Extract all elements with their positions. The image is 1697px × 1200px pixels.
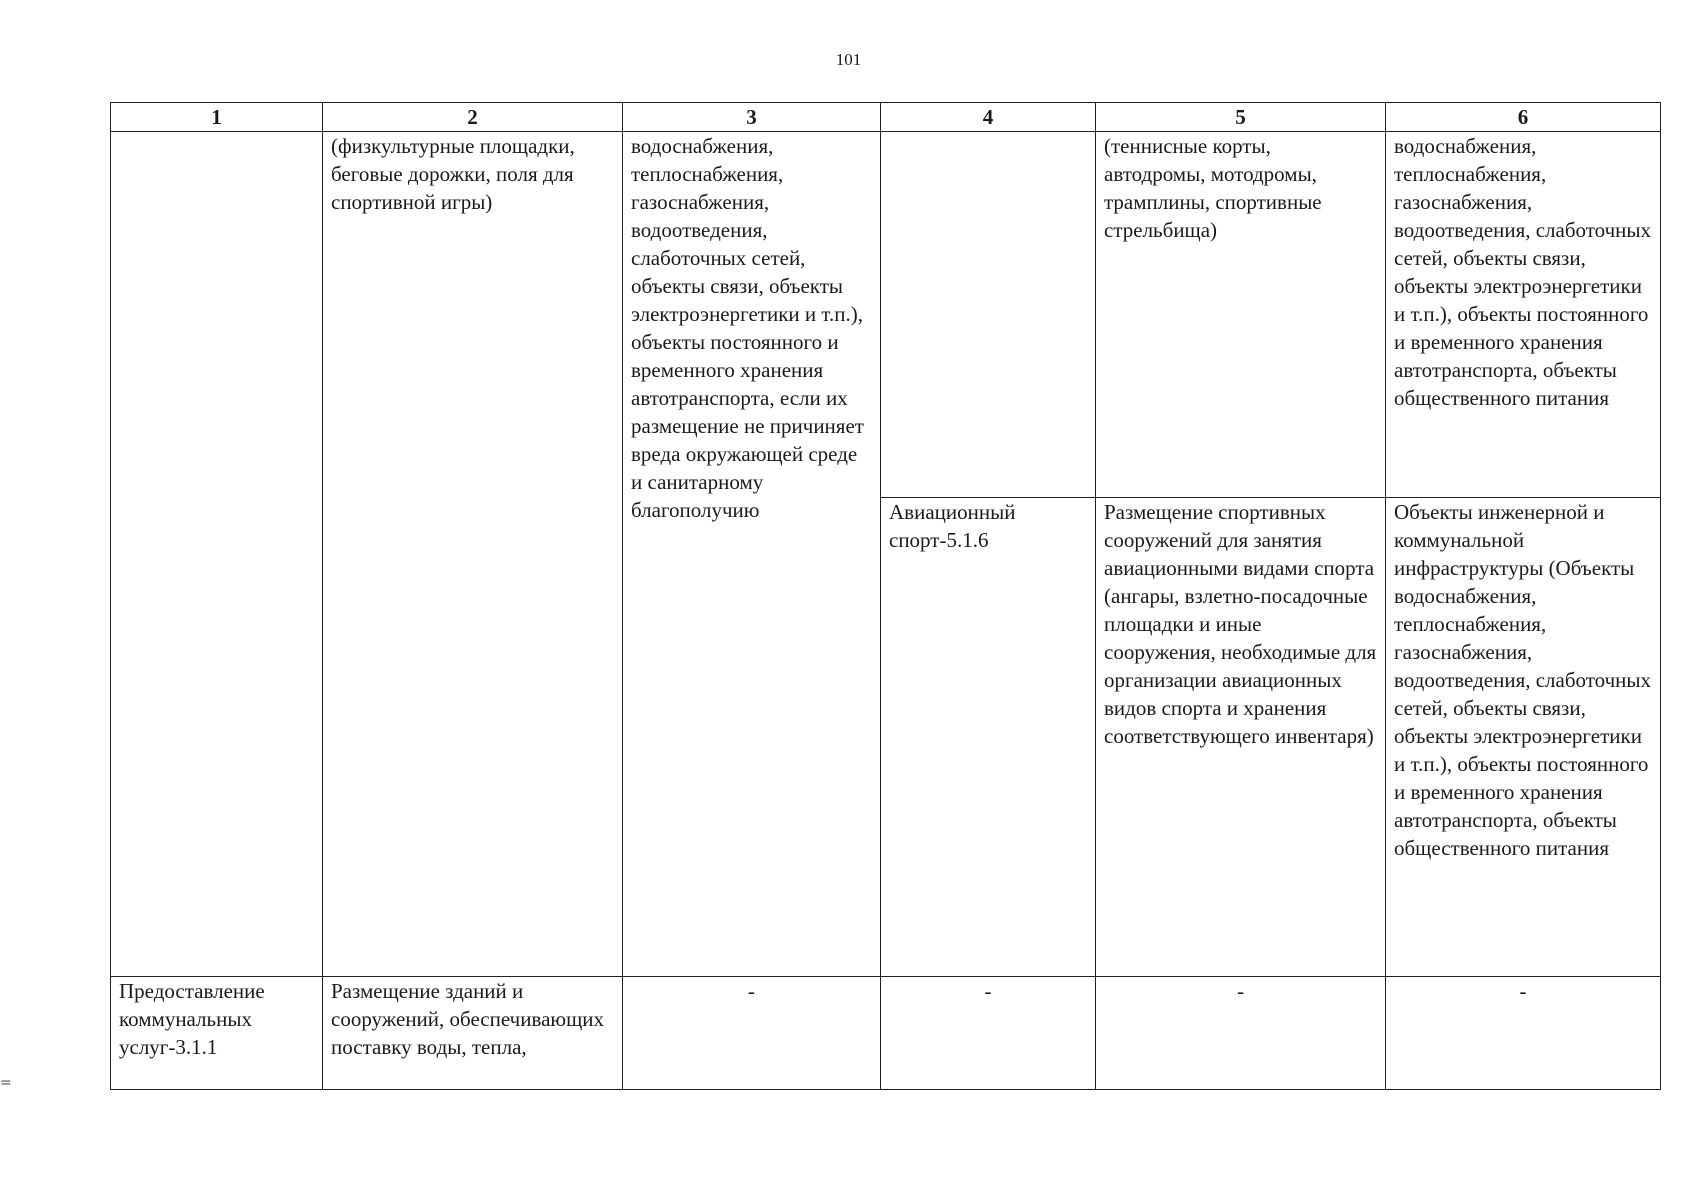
cell-r3-c6: - [1386, 977, 1661, 1090]
cell-r1-c6: водоснабжения, теплоснабжения, газоснабжения, водоотведения, слаботочных сетей, объекты связи, объекты электроэнергетики и т.п.), объекты постоянного и временного хранения автотранспорта, объекты общественного питания [1386, 132, 1661, 498]
column-header-3: 3 [623, 103, 881, 132]
cell-r3-c3: - [623, 977, 881, 1090]
edge-mark: = [0, 1075, 12, 1091]
cell-r1-c4 [881, 132, 1096, 498]
cell-r2-c6: Объекты инженерной и коммунальной инфраструктуры (Объекты водоснабжения, теплоснабжения, газоснабжения, водоотведения, слаботочных сетей, объекты связи, объекты электроэнергетики и т.п.), объекты постоянного и временного хранения автотранспорта, объекты общественного питания [1386, 498, 1661, 977]
table-header-row [111, 103, 1661, 132]
cell-r1-c5: (теннисные корты, автодромы, мотодромы, трамплины, спортивные стрельбища) [1096, 132, 1386, 498]
column-header-2: 2 [323, 103, 623, 132]
table-row [111, 132, 1661, 498]
cell-r1-c3: водоснабжения, теплоснабжения, газоснабжения, водоотведения, слаботочных сетей, объекты связи, объекты электроэнергетики и т.п.), объекты постоянного и временного хранения автотранспорта, если их размещение не причиняет вреда окружающей среде и санитарному благополучию [623, 132, 881, 977]
cell-r3-c4: - [881, 977, 1096, 1090]
zoning-table [110, 102, 1661, 1090]
column-header-5: 5 [1096, 103, 1386, 132]
cell-r2-c4: Авиационный спорт-5.1.6 [881, 498, 1096, 977]
table-row [111, 977, 1661, 1090]
column-header-1: 1 [111, 103, 323, 132]
page-number: 101 [835, 50, 862, 69]
cell-r3-c1: Предоставление коммунальных услуг-3.1.1 [111, 977, 323, 1090]
cell-r3-c2: Размещение зданий и сооружений, обеспечивающих поставку воды, тепла, [323, 977, 623, 1090]
cell-r3-c5: - [1096, 977, 1386, 1090]
cell-r1-c1 [111, 132, 323, 977]
column-header-4: 4 [881, 103, 1096, 132]
column-header-6: 6 [1386, 103, 1661, 132]
cell-r2-c5: Размещение спортивных сооружений для занятия авиационными видами спорта (ангары, взлетно-посадочные площадки и иные сооружения, необходимые для организации авиационных видов спорта и хранения соответствующего инвентаря) [1096, 498, 1386, 977]
cell-r1-c2: (физкультурные площадки, беговые дорожки, поля для спортивной игры) [323, 132, 623, 977]
